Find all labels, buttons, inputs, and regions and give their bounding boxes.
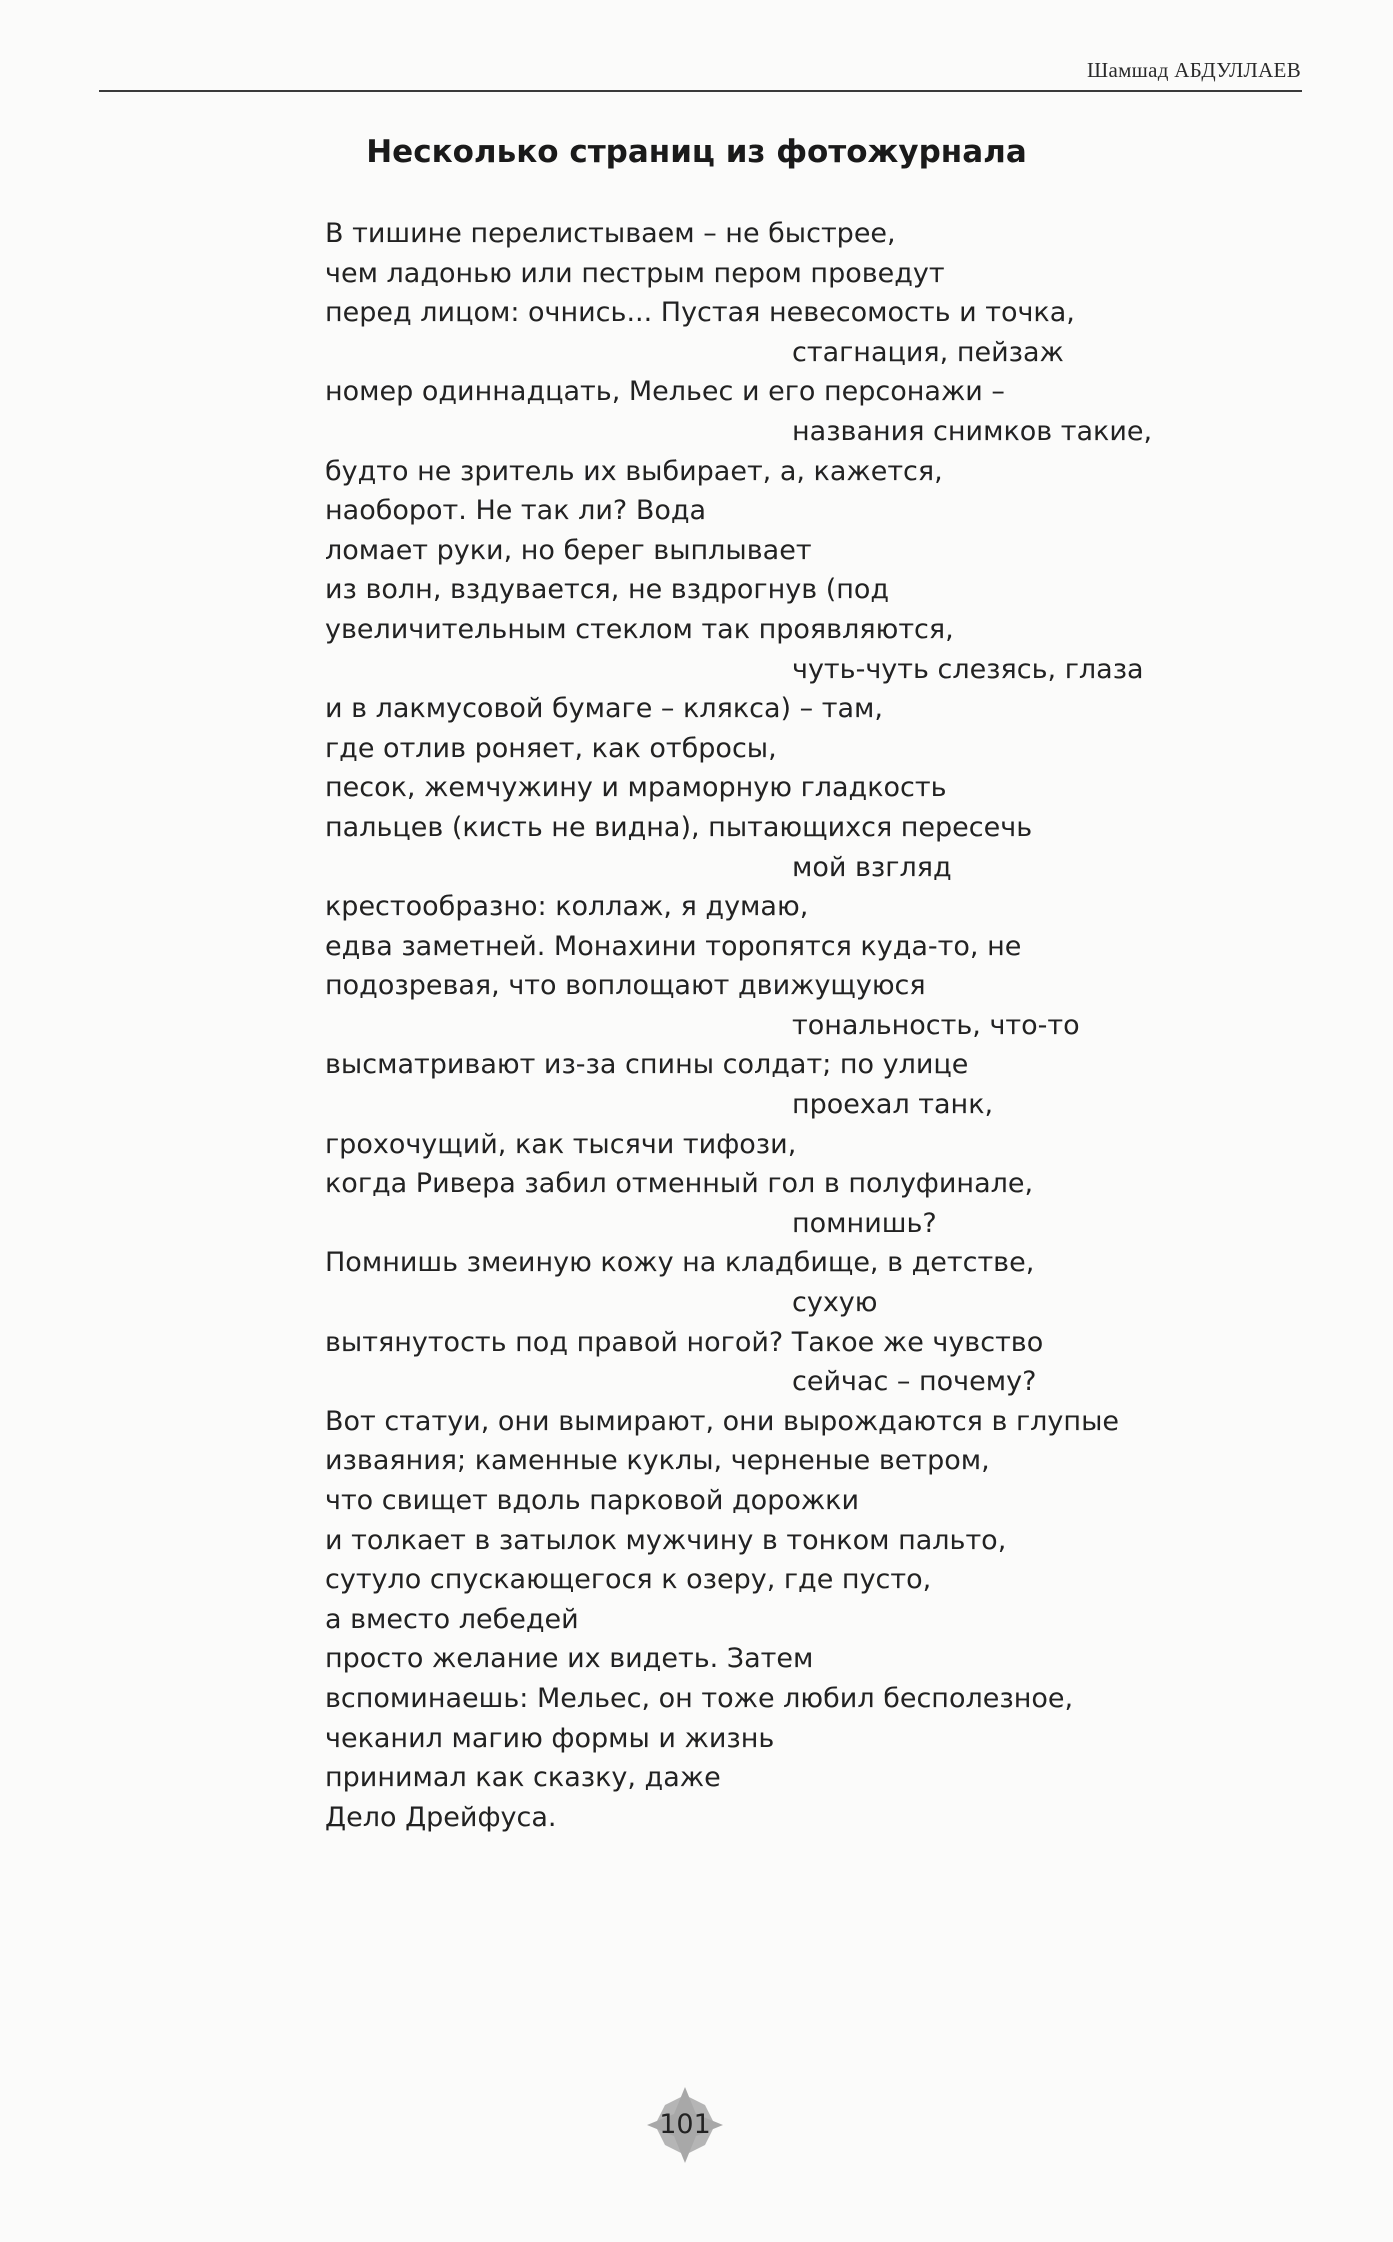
poem-line: проехал танк, [792,1089,994,1121]
page-number-badge [645,2085,725,2165]
poem-line: из волн, вздувается, не вздрогнув (под [325,574,890,606]
poem-line: крестообразно: коллаж, я думаю, [325,891,809,923]
poem-line: перед лицом: очнись... Пустая невесомость и точка, [325,297,1075,329]
poem-line: высматривают из-за спины солдат; по улице [325,1049,969,1081]
poem-line: сутуло спускающегося к озеру, где пусто, [325,1564,932,1596]
poem-line: пальцев (кисть не видна), пытающихся пересечь [325,811,1033,843]
poem-line: что свищет вдоль парковой дорожки [325,1485,860,1516]
poem-line: будто не зритель их выбирает, а, кажется, [325,455,943,487]
poem-line: сухую [792,1287,878,1319]
poem-line: вспоминаешь: Мельес, он тоже любил бесполезное, [325,1682,1074,1714]
running-header-author: Шамшад АБДУЛЛАЕВ [1086,58,1301,82]
poem-line: Дело Дрейфуса. [325,1801,557,1833]
poem-line: изваяния; каменные куклы, черненые ветром, [325,1445,990,1477]
poem-line: ломает руки, но берег выплывает [325,534,812,566]
poem-line: номер одиннадцать, Мельес и его персонажи – [325,376,1005,408]
poem-line: когда Ривера забил отменный гол в полуфинале, [325,1168,1034,1200]
poem-line: подозревая, что воплощают движущуюся [325,970,926,1002]
poem-line: вытянутость под правой ногой? Такое же чувство [325,1326,1044,1358]
poem-line: В тишине перелистываем – не быстрее, [325,218,896,249]
poem-line: помнишь? [792,1207,937,1239]
page-number: 101 [659,2109,711,2140]
poem-line: а вместо лебедей [325,1603,579,1635]
header-rule [99,90,1302,92]
poem-line: наоборот. Не так ли? Вода [325,495,707,527]
poem-line: грохочущий, как тысячи тифози, [325,1128,797,1160]
poem-line: тональность, что-то [792,1009,1080,1041]
poem-line: Вот статуи, они вымирают, они вырождаются в глупые [325,1405,1119,1437]
poem-line: и толкает в затылок мужчину в тонком пальто, [325,1524,1007,1556]
poem-line: мой взгляд [792,851,952,883]
poem-line: Помнишь змеиную кожу на кладбище, в детстве, [325,1247,1035,1279]
poem-line: песок, жемчужину и мраморную гладкость [325,772,947,804]
poem-line: едва заметней. Монахини торопятся куда-то, не [325,930,1022,962]
poem-line: увеличительным стеклом так проявляются, [325,613,954,645]
poem-line: названия снимков такие, [792,415,1153,447]
poem-line: сейчас – почему? [792,1366,1037,1398]
poem-line: просто желание их видеть. Затем [325,1643,814,1675]
poem-line: чем ладонью или пестрым пером проведут [325,257,945,289]
poem-line: где отлив роняет, как отбросы, [325,732,777,764]
poem-line: принимал как сказку, даже [325,1762,721,1794]
poem-body [325,214,1152,1837]
poem-line: стагнация, пейзаж [792,336,1064,368]
poem-line: и в лакмусовой бумаге – клякса) – там, [325,693,883,725]
poem-line: чуть-чуть слезясь, глаза [792,653,1144,685]
poem-line: чеканил магию формы и жизнь [325,1722,775,1754]
poem-title: Несколько страниц из фотожурнала [366,134,1027,170]
